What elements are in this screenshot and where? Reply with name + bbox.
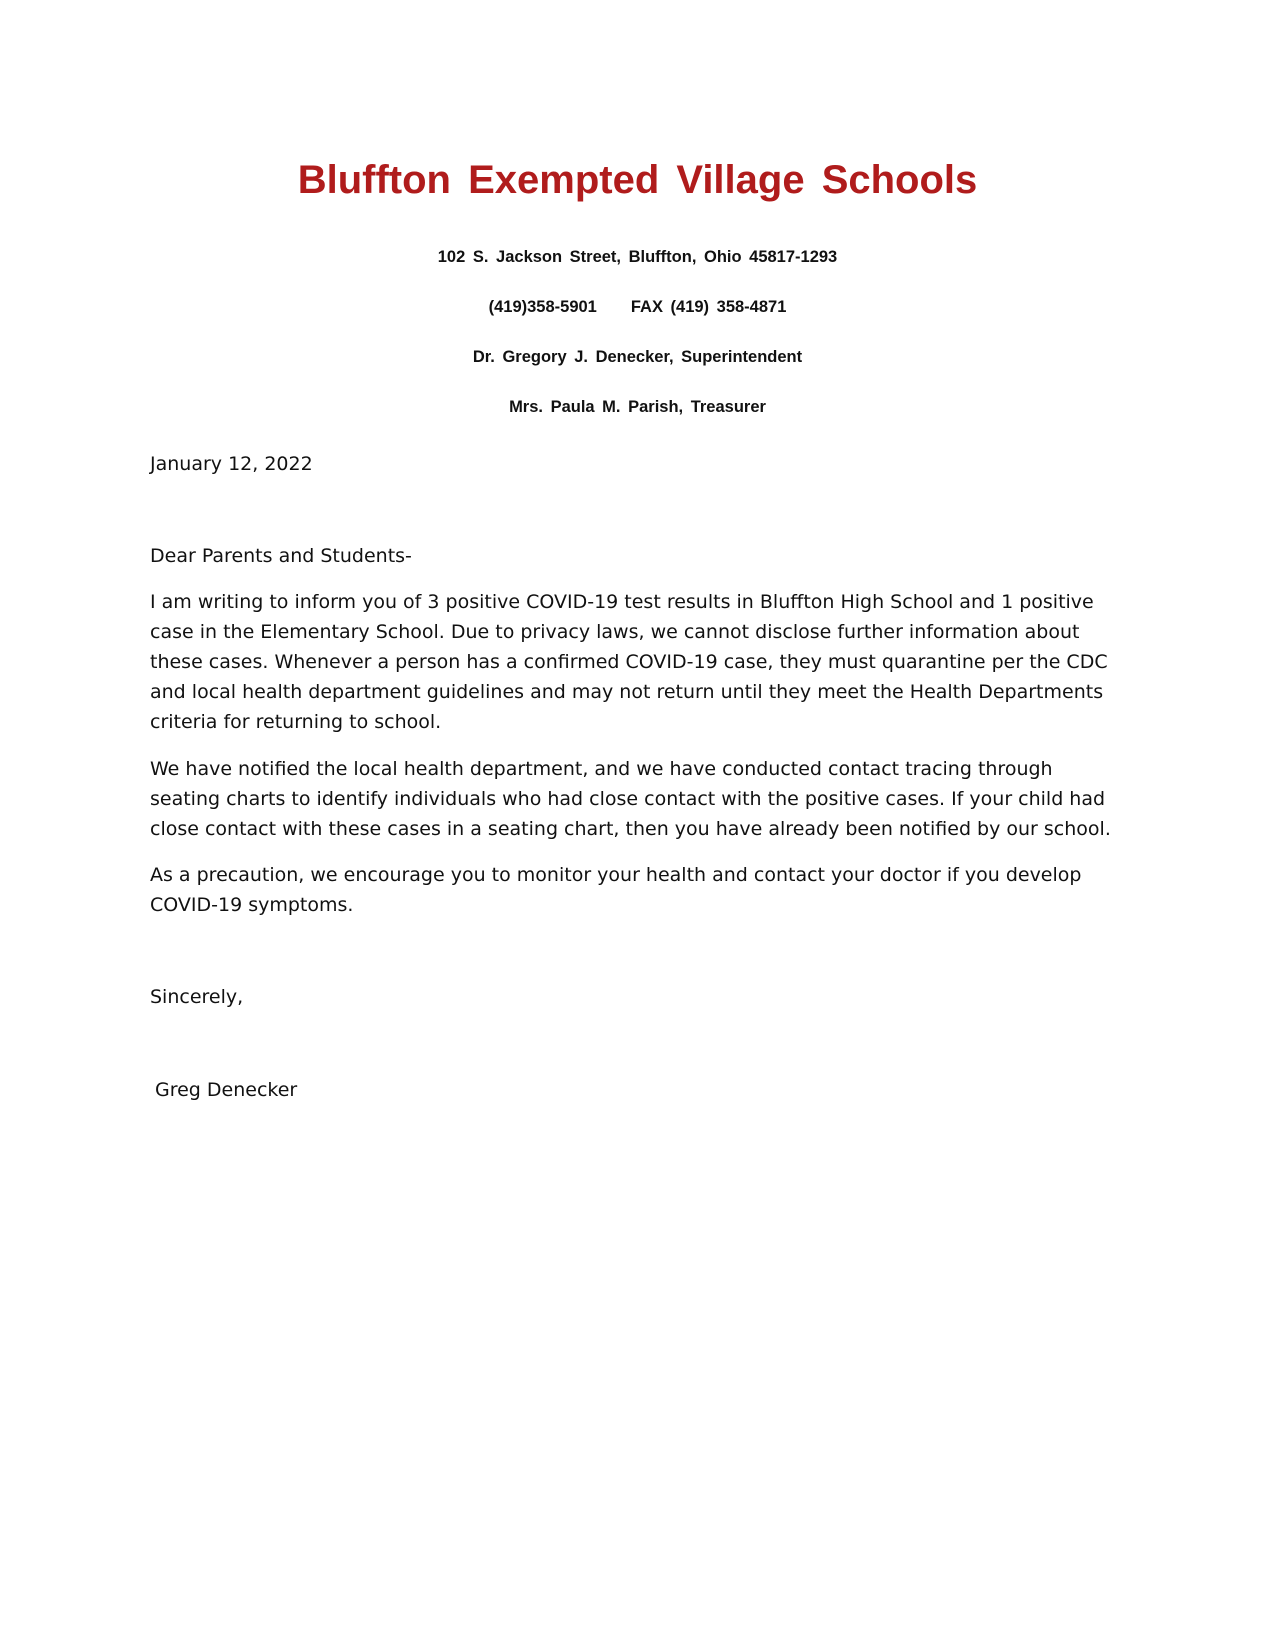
contact-numbers <box>0 297 1275 317</box>
letter-date: January 12, 2022 <box>150 453 313 475</box>
phone-number: (419)358-5901 <box>488 298 597 316</box>
body-paragraph: I am writing to inform you of 3 positive COVID-19 test results in Bluffton High School and 1 positive case in the Elementary School. Due to privacy laws, we cannot disclose further information about these cases. Whenever a person has a confirmed COVID-19 case, they must quarantine per the CDC and local health department guidelines and may not return until they meet the Health Departments criteria for returning to school. <box>150 591 1108 733</box>
organization-name: Bluffton Exempted Village Schools <box>297 158 978 202</box>
closing: Sincerely, <box>150 986 244 1008</box>
body-paragraph: We have notified the local health department, and we have conducted contact tracing through seating charts to identify individuals who had close contact with the positive cases. If your child had close contact with these cases in a seating chart, then you have already been notified by our school. <box>150 758 1111 840</box>
fax-number: FAX (419) 358-4871 <box>630 298 787 316</box>
letterhead <box>0 150 1275 416</box>
treasurer-line: Mrs. Paula M. Parish, Treasurer <box>509 398 766 416</box>
body-paragraph: As a precaution, we encourage you to monitor your health and contact your doctor if you develop COVID-19 symptoms. <box>150 864 1082 916</box>
signature-name: Greg Denecker <box>155 1079 298 1101</box>
salutation: Dear Parents and Students- <box>150 545 412 567</box>
superintendent-line: Dr. Gregory J. Denecker, Superintendent <box>472 348 803 366</box>
address-line: 102 S. Jackson Street, Bluffton, Ohio 45817-1293 <box>437 248 838 266</box>
